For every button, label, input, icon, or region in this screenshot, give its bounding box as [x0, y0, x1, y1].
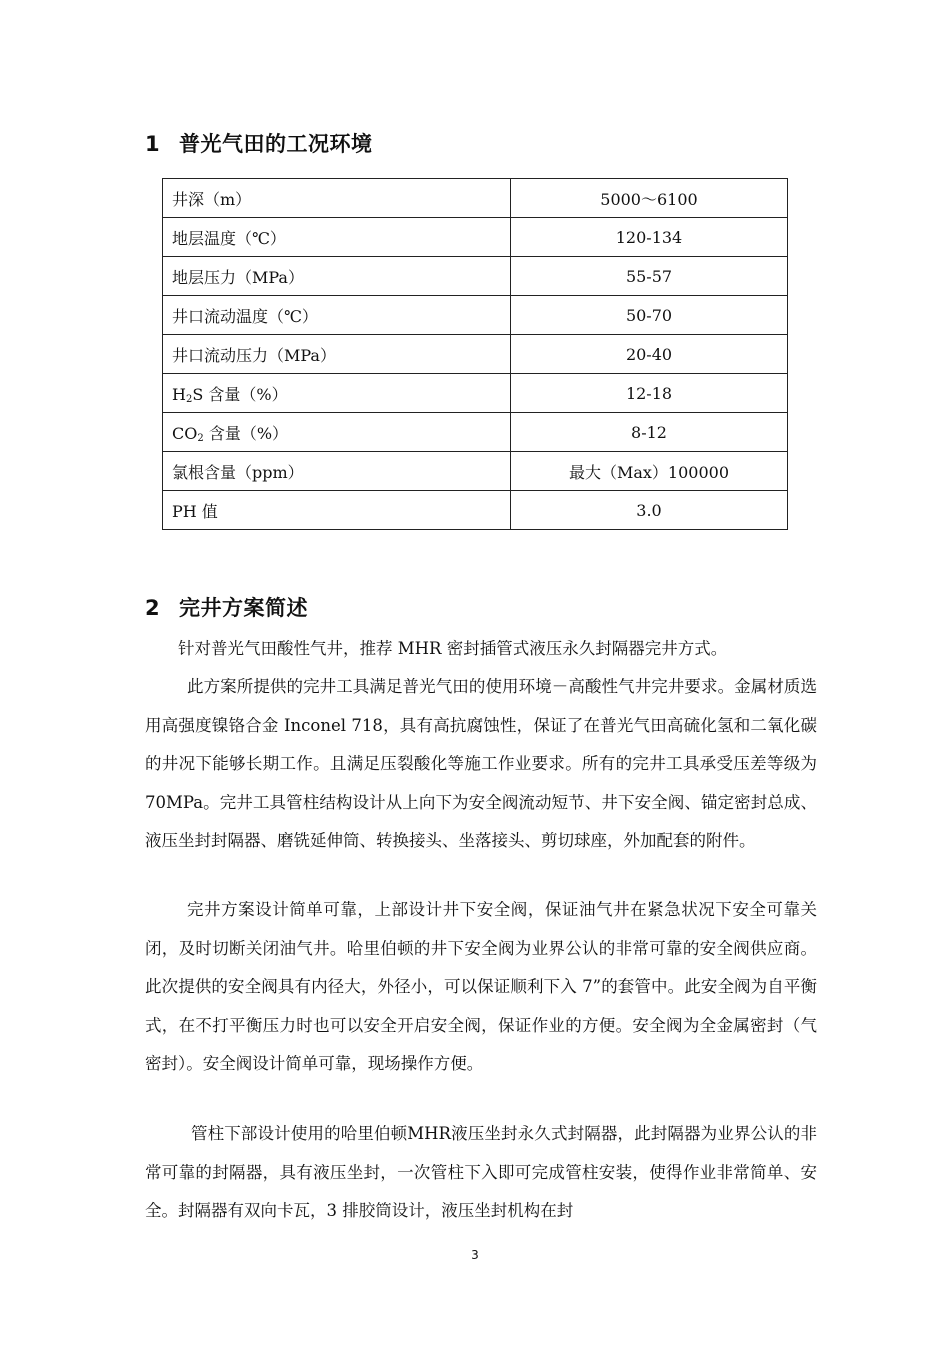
subscript: 2 — [185, 393, 193, 405]
formula-prefix: H — [172, 384, 186, 404]
formula-prefix: CO — [172, 423, 198, 443]
paragraph: 针对普光气田酸性气井，推荐 MHR 密封插管式液压永久封隔器完井方式。 — [178, 639, 728, 658]
section-title: 完井方案简述 — [179, 596, 308, 620]
section-number: 1 — [145, 132, 161, 156]
table-row — [163, 452, 788, 491]
section-2-heading — [145, 592, 308, 622]
row-label: 地层压力（MPa） — [163, 257, 511, 296]
formula-suffix: 含量（%） — [203, 423, 289, 443]
row-value: 50-70 — [511, 296, 788, 335]
row-value: 120-134 — [511, 218, 788, 257]
row-label: PH 值 — [163, 491, 511, 530]
paragraph: 此方案所提供的完井工具满足普光气田的使用环境－高酸性气井完井要求。金属材质选用高强度镍铬合金 Inconel 718，具有高抗腐蚀性，保证了在普光气田高硫化氢和二氧化碳的井况下能够长期工作。且满足压裂酸化等施工作业要求。所有的完井工具承受压差等级为 70MPa。完井工具管柱结构设计从上向下为安全阀流动短节、井下安全阀、锚定密封总成、液压坐封封隔器、磨铣延伸筒、转换接头、坐落接头、剪切球座，外加配套的附件。 — [145, 677, 817, 850]
row-label: 地层温度（℃） — [163, 218, 511, 257]
table-row — [163, 296, 788, 335]
row-value: 20-40 — [511, 335, 788, 374]
section-title: 普光气田的工况环境 — [179, 132, 373, 156]
row-value: 最大（Max）100000 — [511, 452, 788, 491]
paragraph: 完井方案设计简单可靠，上部设计井下安全阀，保证油气井在紧急状况下安全可靠关闭，及时切断关闭油气井。哈里伯顿的井下安全阀为业界公认的非常可靠的安全阀供应商。此次提供的安全阀具有内径大，外径小，可以保证顺利下入 7”的套管中。此安全阀为自平衡式，在不打平衡压力时也可以安全开启安全阀，保证作业的方便。安全阀为全金属密封（气密封）。安全阀设计简单可靠，现场操作方便。 — [145, 900, 817, 1073]
row-label — [163, 413, 511, 452]
table-row — [163, 179, 788, 218]
row-label: 井口流动温度（℃） — [163, 296, 511, 335]
row-value: 12-18 — [511, 374, 788, 413]
row-value: 3.0 — [511, 491, 788, 530]
table-row — [163, 335, 788, 374]
table-row — [163, 413, 788, 452]
section-1-heading — [145, 128, 373, 158]
row-label — [163, 374, 511, 413]
conditions-table — [162, 178, 788, 530]
row-label: 氯根含量（ppm） — [163, 452, 511, 491]
table-row — [163, 257, 788, 296]
paragraph: 管柱下部设计使用的哈里伯顿MHR液压坐封永久式封隔器，此封隔器为业界公认的非常可靠的封隔器，具有液压坐封，一次管柱下入即可完成管柱安装，使得作业非常简单、安全。封隔器有双向卡瓦，3 排胶筒设计，液压坐封机构在封 — [145, 1124, 817, 1220]
row-value: 55-57 — [511, 257, 788, 296]
row-value: 5000～6100 — [511, 179, 788, 218]
table-row — [163, 374, 788, 413]
row-label: 井口流动压力（MPa） — [163, 335, 511, 374]
table-row — [163, 491, 788, 530]
section-number: 2 — [145, 596, 161, 620]
page-number: 3 — [471, 1248, 479, 1262]
subscript: 2 — [197, 432, 204, 444]
formula-suffix: S 含量（%） — [192, 384, 288, 404]
table-row — [163, 218, 788, 257]
row-label: 井深（m） — [163, 179, 511, 218]
row-value: 8-12 — [511, 413, 788, 452]
